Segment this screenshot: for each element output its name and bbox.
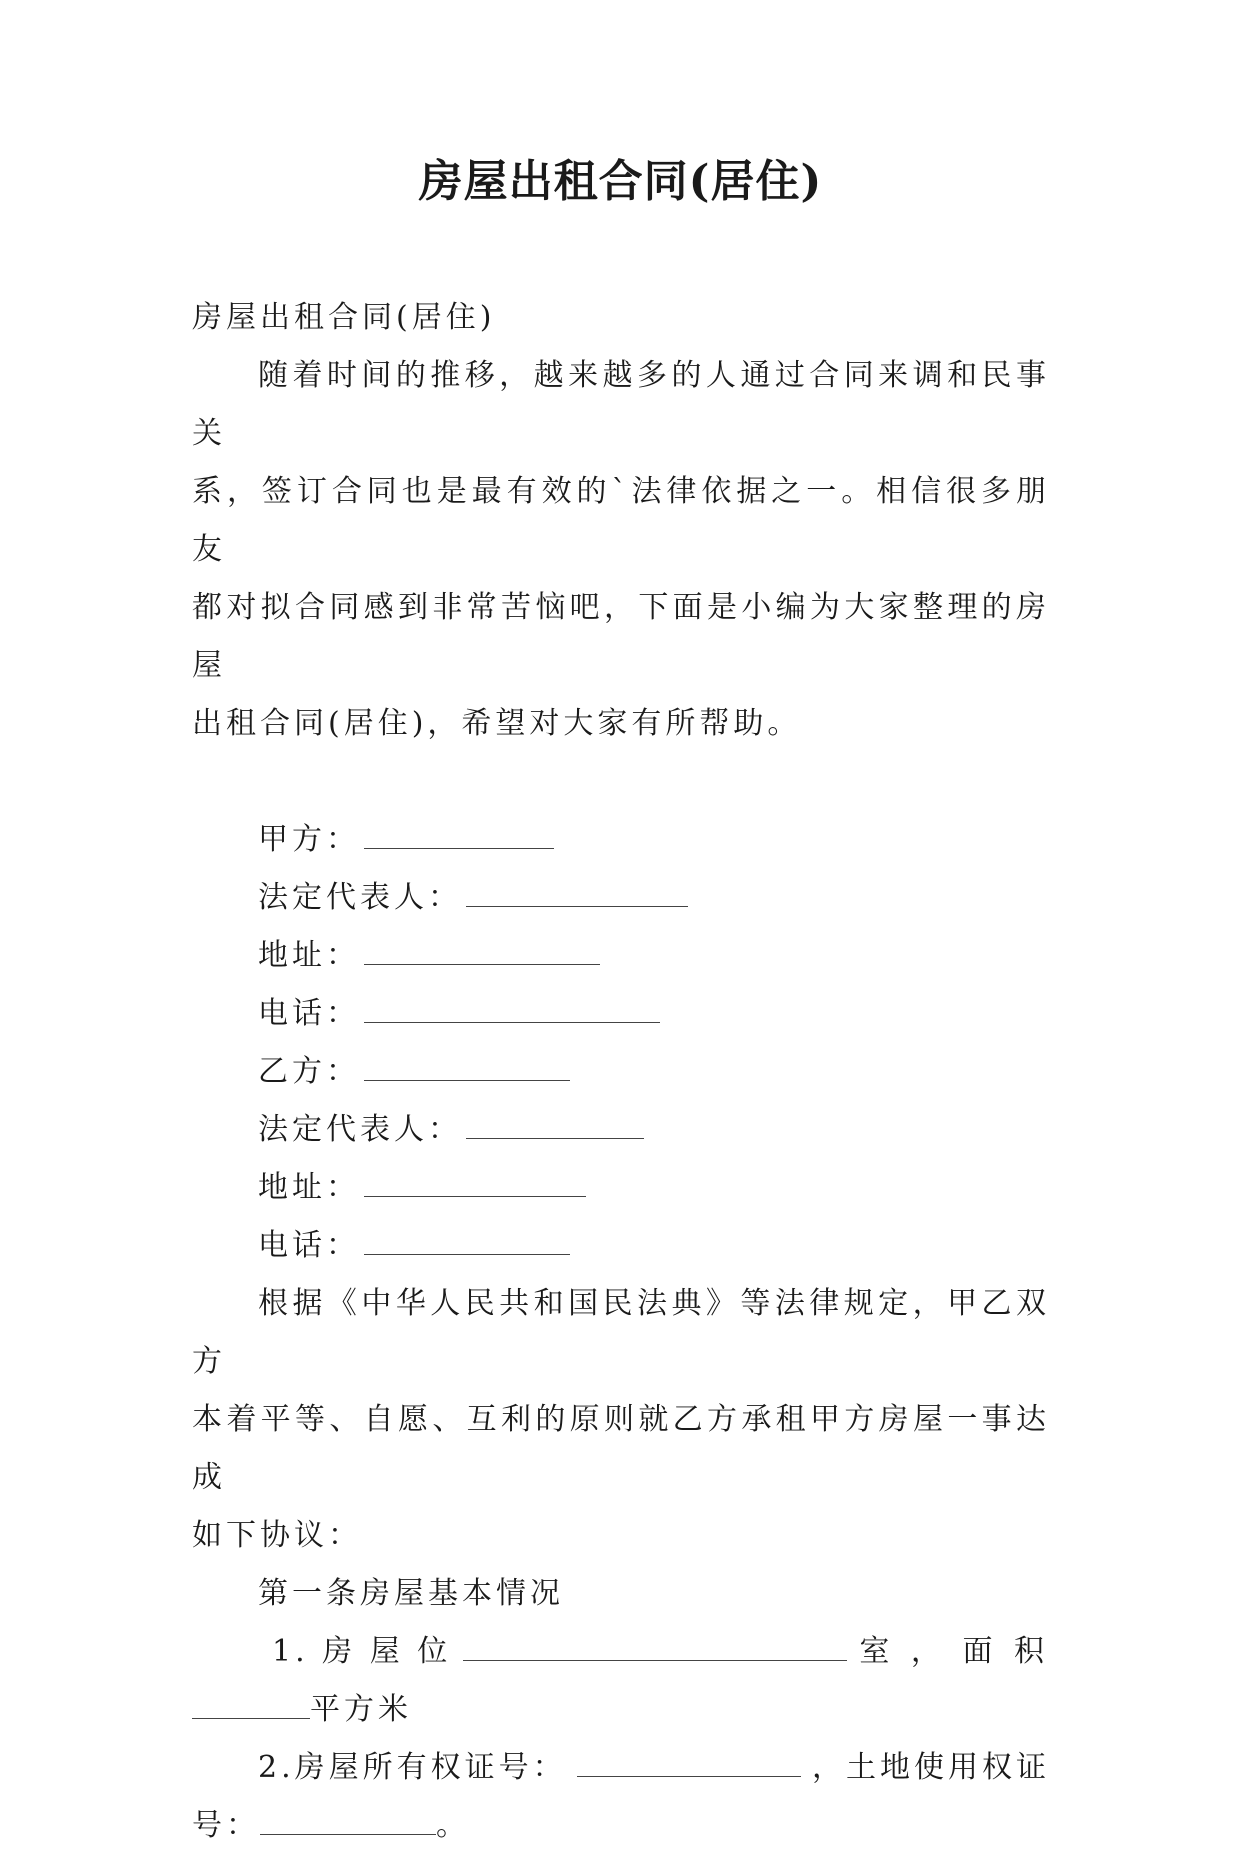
party-a-phone-blank[interactable] xyxy=(364,990,660,1023)
party-b-addr-blank[interactable] xyxy=(364,1164,586,1197)
party-b-label: 乙方： xyxy=(258,1054,360,1089)
party-a-phone-line xyxy=(192,985,1050,1043)
document-title: 房屋出租合同(居住) xyxy=(418,156,823,207)
party-a-rep-blank[interactable] xyxy=(466,874,688,907)
paragraph-spacer xyxy=(192,753,1050,811)
party-a-blank[interactable] xyxy=(364,816,554,849)
document-body xyxy=(192,289,1050,1855)
article-1-item-2-prefix: 2.房屋所有权证号： xyxy=(258,1750,567,1785)
party-b-line xyxy=(192,1043,1050,1101)
article-1-item-1-room: 室 ， 面 积 xyxy=(859,1634,1050,1669)
article-1-item-1-line xyxy=(192,1623,1050,1681)
article-1-item-2-line xyxy=(192,1739,1050,1797)
party-b-blank[interactable] xyxy=(364,1048,570,1081)
party-a-addr-line xyxy=(192,927,1050,985)
party-a-line xyxy=(192,811,1050,869)
party-b-rep-blank[interactable] xyxy=(466,1106,644,1139)
party-b-rep-label: 法定代表人： xyxy=(258,1112,462,1147)
article-1-item-2-cont xyxy=(192,1797,1050,1855)
article-1-item-1-cont xyxy=(192,1681,1050,1739)
party-b-phone-label: 电话： xyxy=(258,1228,360,1263)
party-a-addr-label: 地址： xyxy=(258,938,360,973)
party-b-phone-blank[interactable] xyxy=(364,1222,570,1255)
party-b-addr-line xyxy=(192,1159,1050,1217)
subtitle: 房屋出租合同(居住) xyxy=(192,300,496,335)
land-cert-blank[interactable] xyxy=(260,1802,436,1835)
article-1-item-2-cont-label: 号： xyxy=(192,1808,260,1843)
party-a-addr-blank[interactable] xyxy=(364,932,600,965)
party-a-rep-line xyxy=(192,869,1050,927)
ownership-cert-blank[interactable] xyxy=(577,1744,801,1777)
house-area-blank[interactable] xyxy=(192,1686,310,1719)
party-b-phone-line xyxy=(192,1217,1050,1275)
article-1-item-1-prefix: 1. 房 屋 位 xyxy=(272,1634,452,1669)
basis-line-2: 本着平等、自愿、互利的原则就乙方承租甲方房屋一事达成 xyxy=(192,1402,1050,1495)
intro-line-1: 随着时间的推移，越来越多的人通过合同来调和民事关 xyxy=(192,358,1050,451)
article-1-item-1-unit: 平方米 xyxy=(310,1692,412,1727)
party-a-phone-label: 电话： xyxy=(258,996,360,1031)
intro-line-2: 系，签订合同也是最有效的`法律依据之一。相信很多朋友 xyxy=(192,474,1050,567)
intro-line-4: 出租合同(居住)，希望对大家有所帮助。 xyxy=(192,706,802,741)
party-b-addr-label: 地址： xyxy=(258,1170,360,1205)
party-a-rep-label: 法定代表人： xyxy=(258,880,462,915)
article-1-item-2-mid: ，土地使用权证 xyxy=(812,1750,1050,1785)
basis-line-3: 如下协议： xyxy=(192,1518,362,1553)
intro-line-3: 都对拟合同感到非常苦恼吧，下面是小编为大家整理的房屋 xyxy=(192,590,1050,683)
party-b-rep-line xyxy=(192,1101,1050,1159)
basis-line-1: 根据《中华人民共和国民法典》等法律规定，甲乙双方 xyxy=(192,1286,1050,1379)
article-1-item-2-end: 。 xyxy=(436,1808,470,1843)
article-1-heading: 第一条房屋基本情况 xyxy=(258,1576,564,1611)
house-location-blank[interactable] xyxy=(463,1628,847,1661)
party-a-label: 甲方： xyxy=(258,822,360,857)
